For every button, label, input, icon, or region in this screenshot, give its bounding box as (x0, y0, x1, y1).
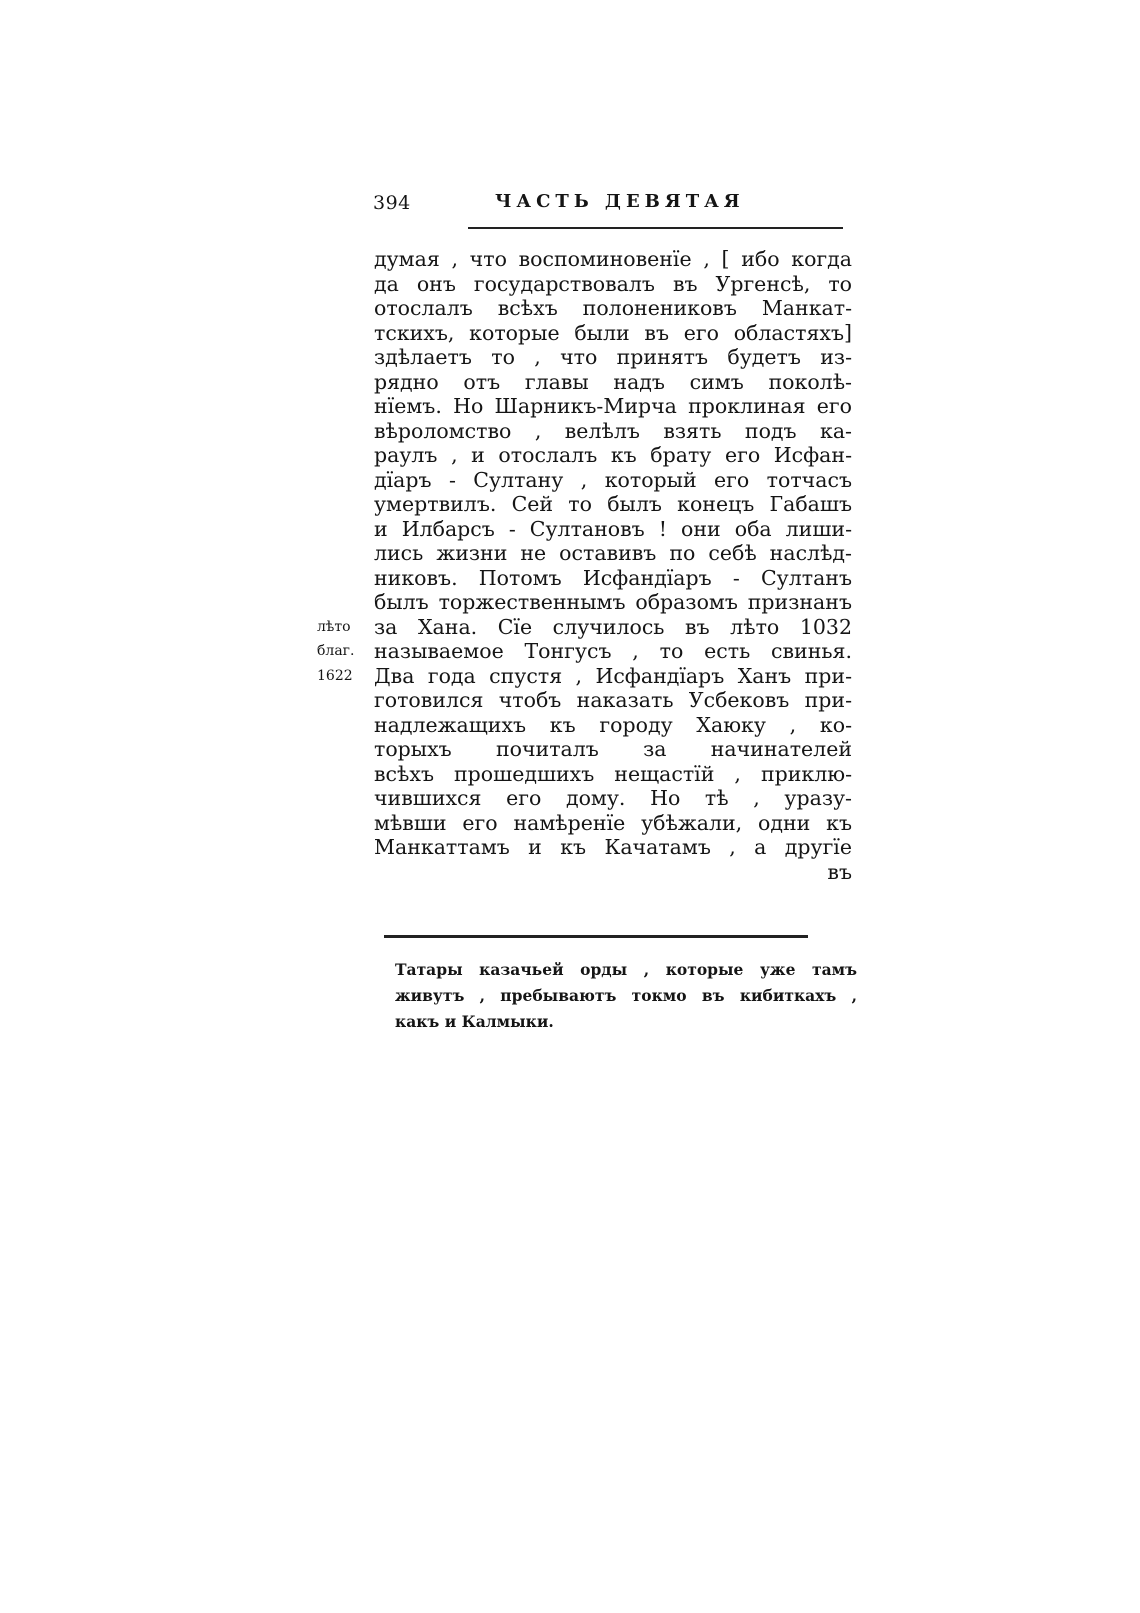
page-number: 394 (373, 192, 411, 214)
text-line: лись жизни не оставивъ по себѣ наслѣд- (374, 541, 852, 565)
text-line: дїаръ - Султану , который его тотчасъ (374, 467, 852, 492)
text-line-with-margin-note (317, 663, 852, 689)
text-line: всѣхъ прошедшихъ нещастїй , приклю- (374, 761, 852, 786)
text-line-with-margin-note (317, 614, 852, 640)
catchword: въ (827, 859, 852, 884)
text-line: торыхъ почиталъ за начинателей (374, 737, 852, 761)
margin-note-year-label: лѣто (317, 618, 351, 635)
text-line: отослалъ всѣхъ полонениковъ Манкат- (374, 296, 852, 320)
footnote-line: живутъ , пребываютъ токмо въ кибиткахъ , (395, 986, 857, 1005)
text-line: чившихся его дому. Но тѣ , уразу- (374, 786, 852, 810)
text-line: вѣроломство , велѣлъ взять подъ ка- (374, 418, 852, 443)
text-line-with-margin-note (317, 639, 852, 664)
text-line-content: за Хана. Сїе случилось въ лѣто 1032 (374, 614, 852, 639)
text-line: и Илбарсъ - Султановъ ! они оба лиши- (374, 516, 852, 541)
text-line: никовъ. Потомъ Исфандїаръ - Султанъ (374, 565, 852, 590)
text-line: надлежащихъ къ городу Хаюку , ко- (374, 712, 852, 737)
running-title: ЧАСТЬ ДЕВЯТАЯ (495, 191, 745, 212)
text-line: раулъ , и отослалъ къ брату его Исфан- (374, 443, 852, 467)
text-line: да онъ государствовалъ въ Ургенсѣ, то (374, 271, 852, 296)
text-line: нїемъ. Но Шарникъ-Мирча проклиная его (374, 394, 852, 418)
text-line-content: Два года спустя , Исфандїаръ Ханъ при- (374, 663, 852, 688)
text-line: тскихъ, которые были въ его областяхъ] (374, 320, 852, 345)
header-rule (468, 227, 843, 229)
footnote-line: какъ и Калмыки. (395, 1012, 554, 1031)
text-line: мѣвши его намѣренїе убѣжали, одни къ (374, 810, 852, 835)
body-text (317, 247, 852, 884)
text-line: думая , что воспоминовенїе , [ ибо когда (374, 247, 852, 271)
footnote-rule (384, 935, 808, 938)
footnote-line: Татары казачьей орды , которые уже тамъ (395, 960, 857, 979)
margin-note-era-label: благ. (317, 643, 355, 659)
margin-note-year-value: 1622 (317, 667, 353, 684)
text-line: здѣлаетъ то , что принятъ будетъ из- (374, 345, 852, 369)
text-line-content: называемое Тонгусъ , то есть свинья. (374, 639, 852, 663)
text-line: былъ торжественнымъ образомъ признанъ (374, 590, 852, 614)
footnote (395, 957, 857, 1035)
text-line: готовился чтобъ наказать Усбековъ при- (374, 688, 852, 712)
text-line: умертвилъ. Сей то былъ конецъ Габашъ (374, 492, 852, 516)
text-line: рядно отъ главы надъ симъ поколѣ- (374, 369, 852, 394)
text-line: Манкаттамъ и къ Качатамъ , а другїе (374, 835, 852, 859)
